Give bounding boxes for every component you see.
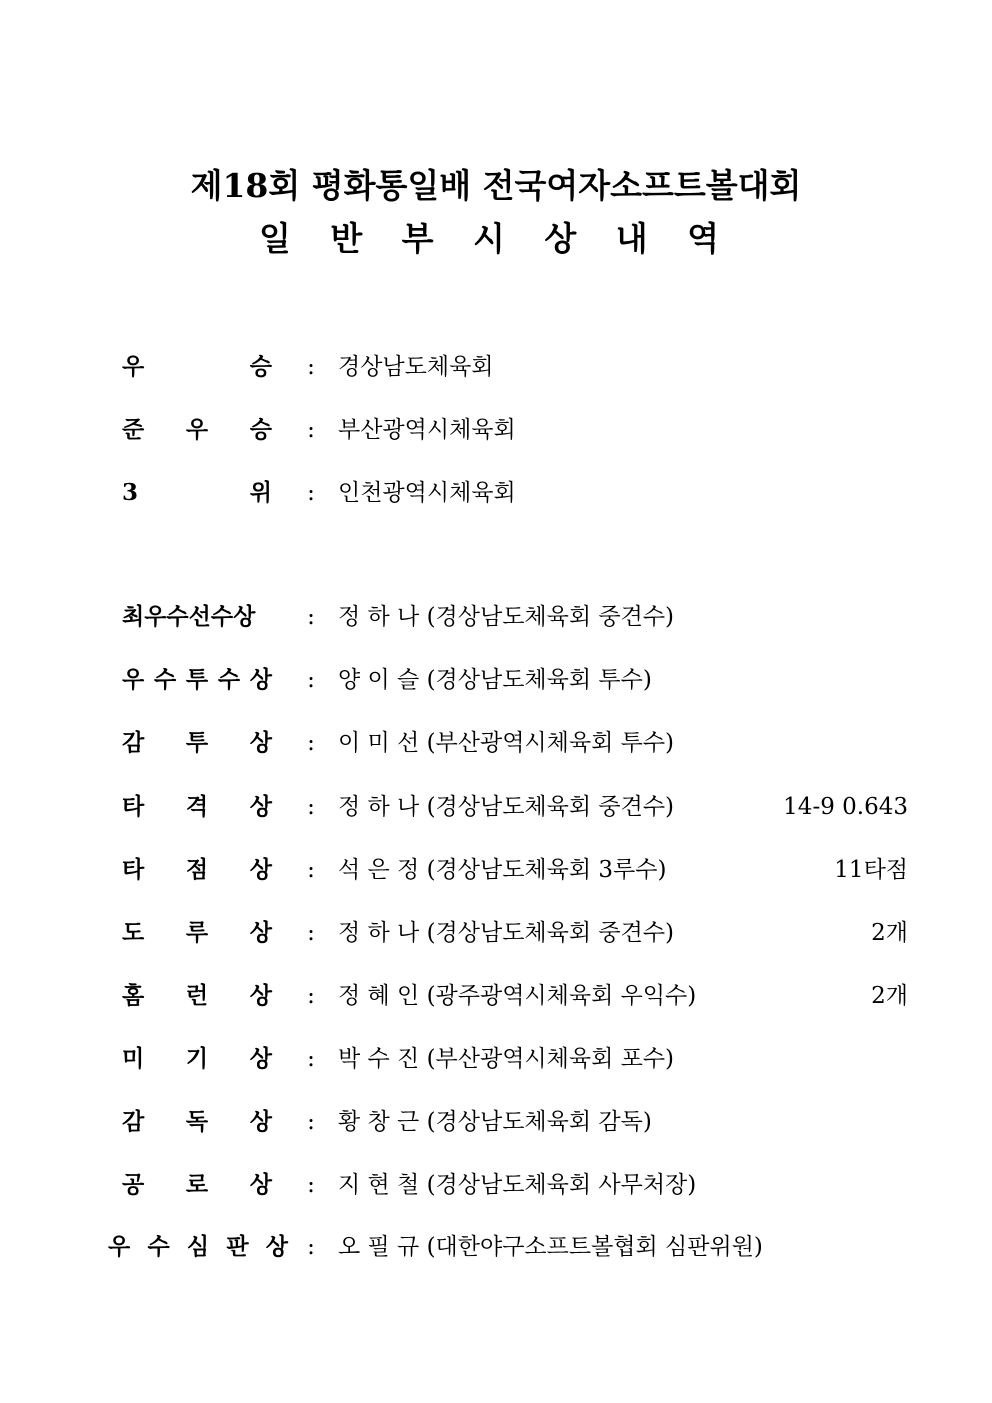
award-label <box>122 597 272 637</box>
award-label-char: 공 <box>122 1171 145 1198</box>
award-recipient: 정 하 나 (경상남도체육회 중견수) <box>338 920 675 946</box>
award-row <box>0 976 992 1016</box>
award-label-char: 우 <box>122 666 145 693</box>
award-label <box>122 410 272 450</box>
award-recipient: 지 현 철 (경상남도체육회 사무처장) <box>338 1172 697 1198</box>
award-label-char: 3 <box>122 479 139 506</box>
separator-colon: : <box>307 794 315 820</box>
award-label-char: 상 <box>249 793 272 820</box>
award-record: 2개 <box>871 920 908 946</box>
separator-colon: : <box>307 983 315 1009</box>
award-label-char: 상 <box>249 1108 272 1135</box>
award-label-char: 격 <box>185 793 209 820</box>
award-row <box>0 410 992 450</box>
award-recipient: 정 하 나 (경상남도체육회 중견수) <box>338 794 675 820</box>
award-recipient: 경상남도체육회 <box>338 354 494 380</box>
award-row <box>0 1165 992 1205</box>
award-recipient: 양 이 슬 (경상남도체육회 투수) <box>338 667 652 693</box>
award-recipient: 이 미 선 (부산광역시체육회 투수) <box>338 730 675 756</box>
award-row <box>0 723 992 763</box>
separator-colon: : <box>307 604 315 630</box>
award-label-char: 우 <box>108 1233 131 1260</box>
award-label-char: 수 <box>217 666 241 693</box>
award-label-char: 심 <box>186 1233 210 1260</box>
award-label-char: 홈 <box>122 982 145 1009</box>
award-label <box>122 473 272 513</box>
award-label-char: 로 <box>185 1171 209 1198</box>
award-label-char: 독 <box>185 1108 209 1135</box>
award-label-char: 루 <box>185 919 209 946</box>
separator-colon: : <box>307 1172 315 1198</box>
award-label-char: 타 <box>122 793 145 820</box>
award-label-char: 승 <box>249 353 272 380</box>
separator-colon: : <box>307 730 315 756</box>
award-label <box>122 976 272 1016</box>
award-label-char: 타 <box>122 856 145 883</box>
award-label-char: 우 <box>122 353 145 380</box>
award-label-char: 상 <box>249 729 272 756</box>
award-label-char: 점 <box>185 856 209 883</box>
award-row <box>0 660 992 700</box>
separator-colon: : <box>307 1046 315 1072</box>
award-label-char: 투 <box>185 666 209 693</box>
award-label-char: 수 <box>153 666 177 693</box>
award-label-char: 상 <box>265 1233 288 1260</box>
award-row <box>0 1227 992 1267</box>
award-label-char: 상 <box>249 1171 272 1198</box>
award-row <box>0 473 992 513</box>
separator-colon: : <box>307 857 315 883</box>
award-label <box>122 1102 272 1142</box>
award-recipient: 정 혜 인 (광주광역시체육회 우익수) <box>338 983 697 1009</box>
award-label-char: 상 <box>249 919 272 946</box>
award-label-char: 상 <box>249 982 272 1009</box>
award-recipient: 오 필 규 (대한야구소프트볼협회 심판위원) <box>338 1234 763 1260</box>
award-label-char: 런 <box>185 982 209 1009</box>
separator-colon: : <box>307 667 315 693</box>
award-label <box>122 850 272 890</box>
award-label <box>122 1039 272 1079</box>
award-label <box>122 347 272 387</box>
award-label-char: 최우수선수상 <box>122 603 256 630</box>
award-recipient: 인천광역시체육회 <box>338 480 516 506</box>
award-label-char: 판 <box>226 1233 249 1260</box>
award-recipient: 부산광역시체육회 <box>338 417 516 443</box>
award-record: 11타점 <box>834 857 908 883</box>
award-recipient: 박 수 진 (부산광역시체육회 포수) <box>338 1046 675 1072</box>
award-label-char: 상 <box>249 666 272 693</box>
document-title: 제18회 평화통일배 전국여자소프트볼대회 <box>190 166 802 205</box>
award-label <box>122 723 272 763</box>
award-label-char: 상 <box>249 1045 272 1072</box>
separator-colon: : <box>307 480 315 506</box>
award-label <box>122 787 272 827</box>
award-recipient: 황 창 근 (경상남도체육회 감독) <box>338 1109 652 1135</box>
award-record: 14-9 0.643 <box>783 794 908 820</box>
award-label <box>108 1227 288 1267</box>
separator-colon: : <box>307 1234 315 1260</box>
award-label <box>122 913 272 953</box>
award-label <box>122 660 272 700</box>
award-row <box>0 1039 992 1079</box>
separator-colon: : <box>307 417 315 443</box>
award-recipient: 정 하 나 (경상남도체육회 중견수) <box>338 604 675 630</box>
separator-colon: : <box>307 354 315 380</box>
award-label-char: 상 <box>249 856 272 883</box>
award-label-char: 감 <box>122 1108 145 1135</box>
award-label-char: 감 <box>122 729 145 756</box>
award-label-char: 기 <box>185 1045 209 1072</box>
award-label-char: 수 <box>147 1233 170 1260</box>
separator-colon: : <box>307 1109 315 1135</box>
document-subtitle: 일 반 부 시 상 내 역 <box>258 219 734 258</box>
award-record: 2개 <box>871 983 908 1009</box>
award-label-char: 위 <box>249 479 272 506</box>
award-label-char: 승 <box>249 416 272 443</box>
award-label-char: 도 <box>122 919 145 946</box>
award-label-char: 준 <box>122 416 145 443</box>
award-row <box>0 787 992 827</box>
award-row <box>0 347 992 387</box>
award-label-char: 미 <box>122 1045 145 1072</box>
award-recipient: 석 은 정 (경상남도체육회 3루수) <box>338 857 667 883</box>
award-row <box>0 1102 992 1142</box>
award-row <box>0 597 992 637</box>
award-label-char: 우 <box>185 416 209 443</box>
award-row <box>0 850 992 890</box>
award-label <box>122 1165 272 1205</box>
award-label-char: 투 <box>185 729 209 756</box>
separator-colon: : <box>307 920 315 946</box>
award-row <box>0 913 992 953</box>
